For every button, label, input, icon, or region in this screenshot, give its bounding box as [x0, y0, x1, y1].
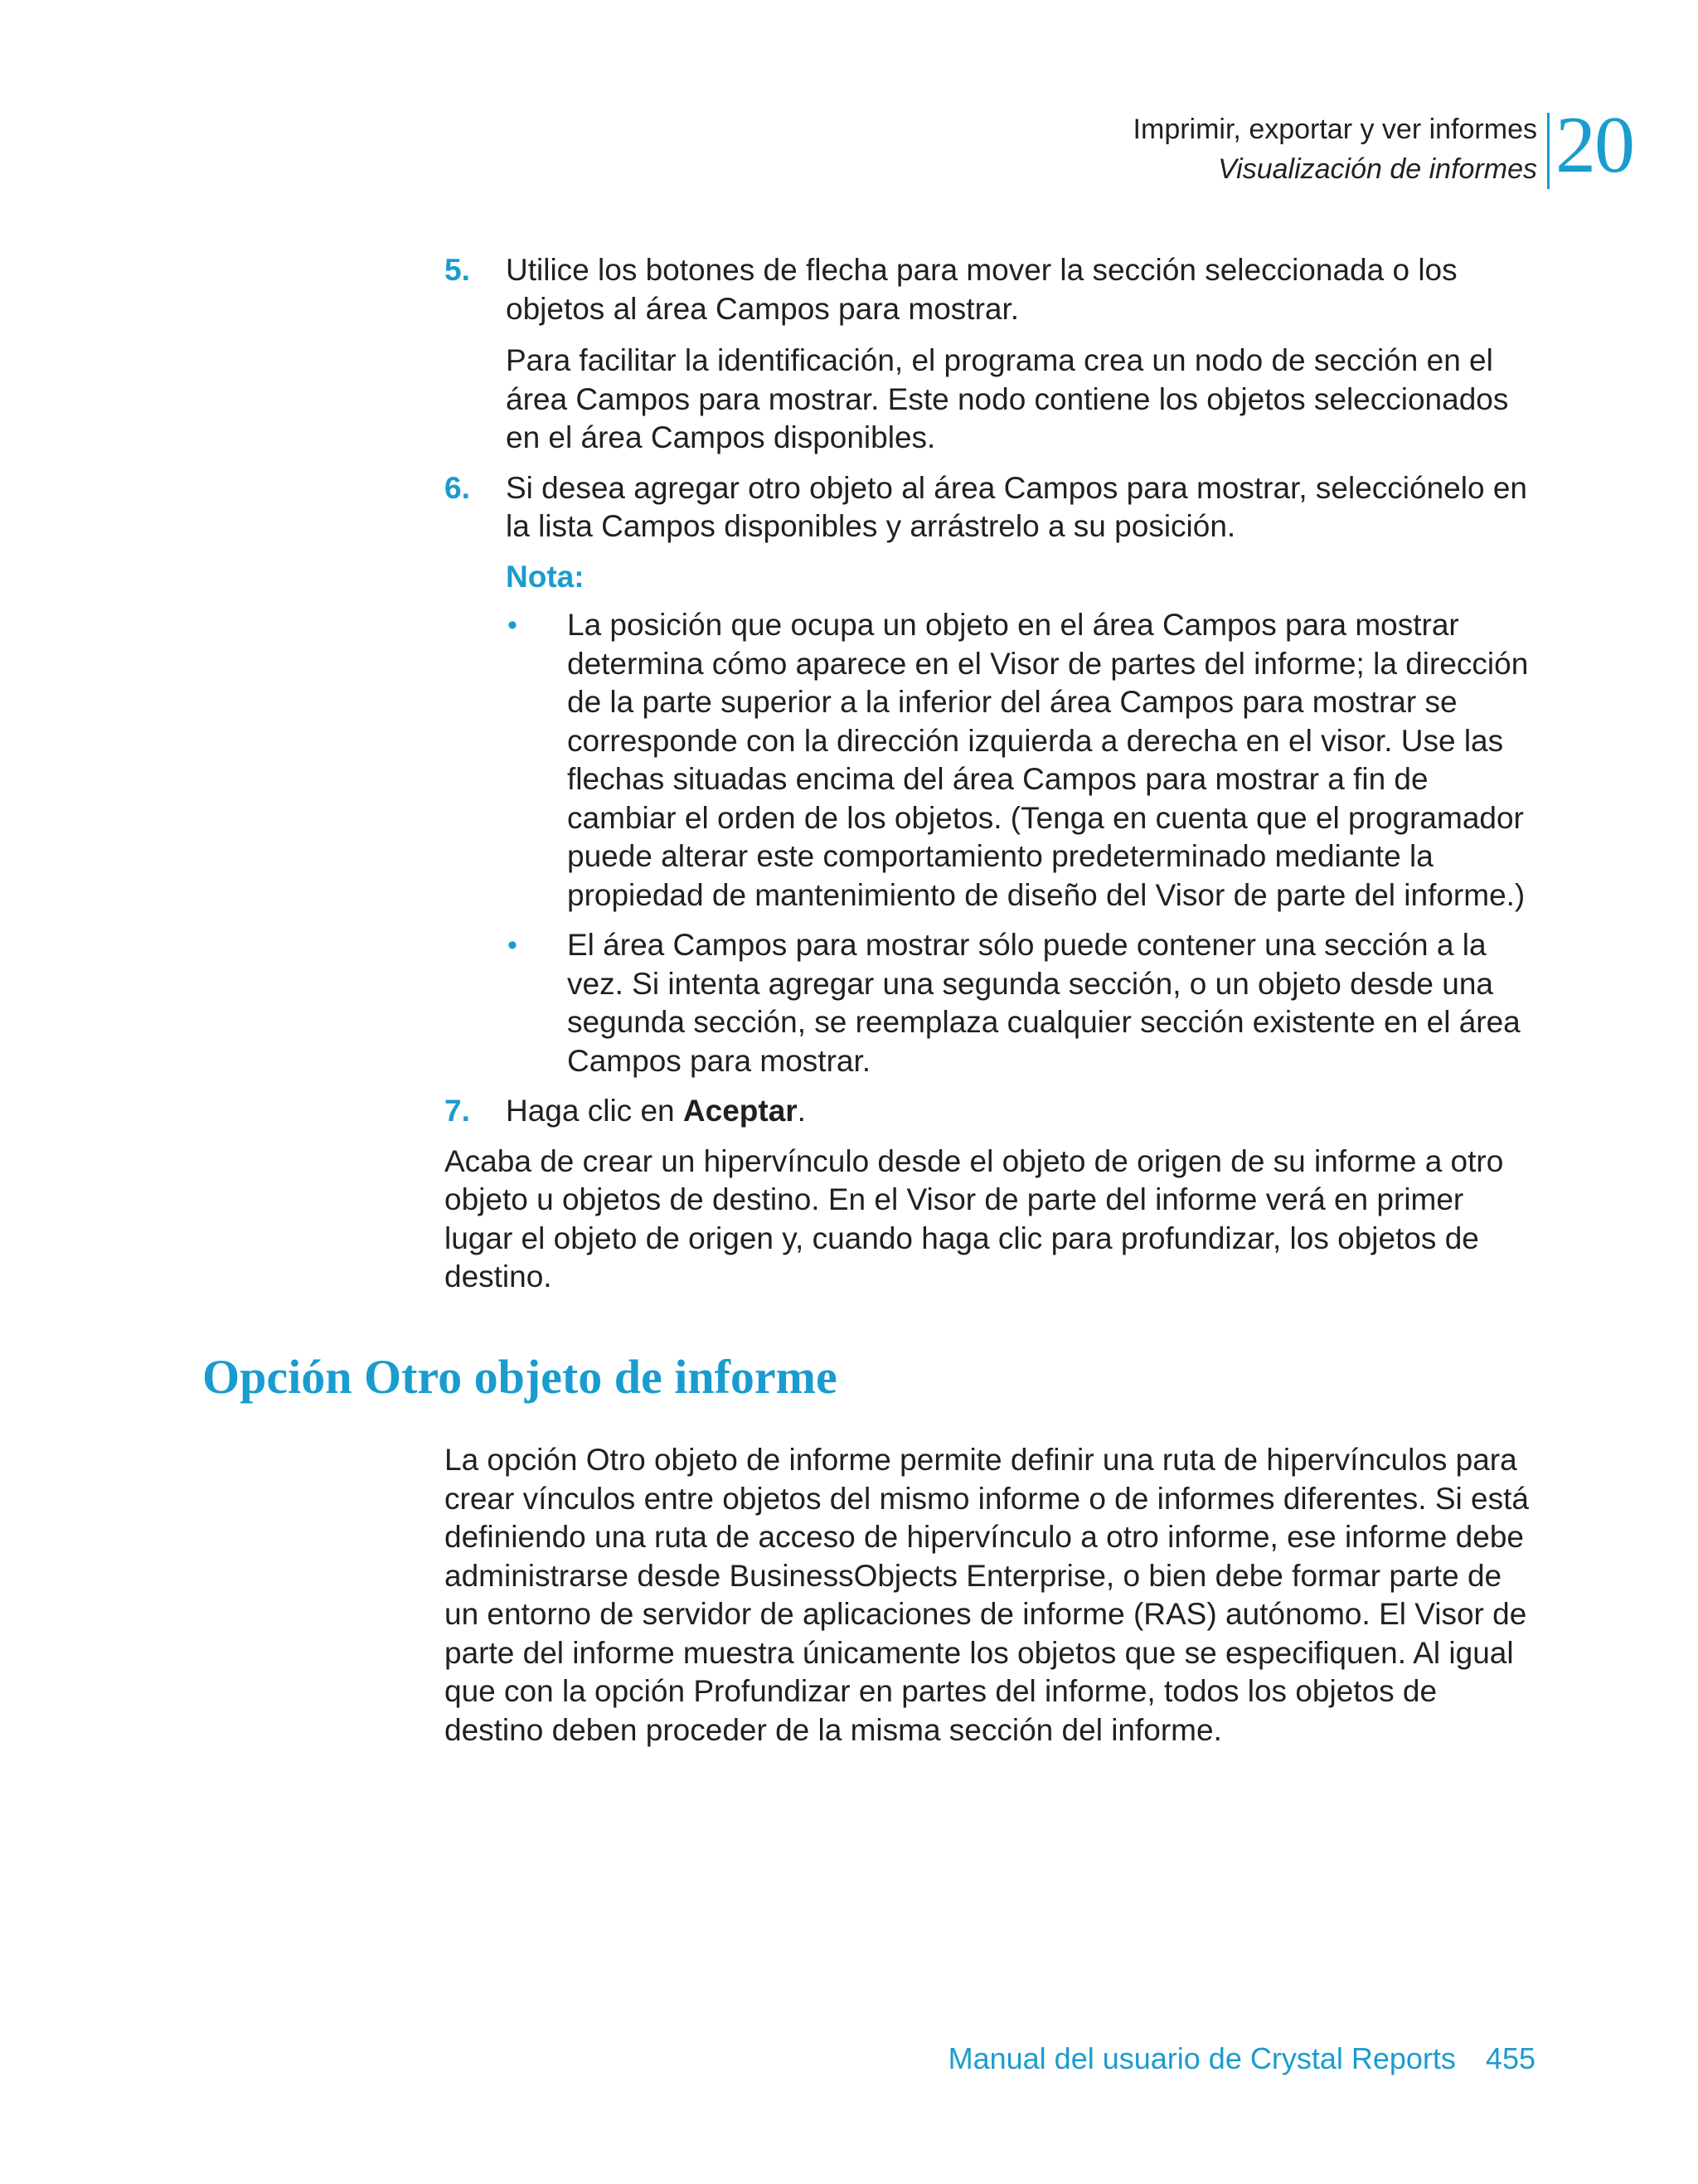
section-paragraph: La opción Otro objeto de informe permite definir una ruta de hipervínculos para crear vínculos entre objetos del mismo informe o de informes diferentes. Si está definiendo una ruta de acceso de hipervínculo a otro informe, ese informe debe administrarse desde BusinessObjects Enterprise, o bien debe formar parte de un entorno de servidor de aplicaciones de informe (RAS) autónomo. El Visor de parte del informe muestra únicamente los objetos que se especifiquen. Al igual que con la opción Profundizar en partes del informe, todos los objetos de destino deben proceder de la misma sección del informe.: [444, 1443, 1529, 1747]
header-divider: [1547, 113, 1550, 189]
accept-label: Aceptar: [682, 1094, 798, 1128]
step-number: 6.: [444, 470, 470, 505]
note-bullets: [506, 606, 1539, 1080]
list-item: [506, 926, 1539, 1080]
closing-paragraph: Acaba de crear un hipervínculo desde el objeto de origen de su informe a otro objeto u objetos de destino. En el Visor de parte del informe verá en primer lugar el objeto de origen y, cuando haga clic para profundizar, los objetos de destino.: [444, 1143, 1504, 1293]
step-text: Si desea agregar otro objeto al área Campos para mostrar, selecciónelo en la lista Campos disponibles y arrástrelo a su posición.: [506, 470, 1527, 543]
step-text: [506, 1092, 1539, 1131]
bullet-text: El área Campos para mostrar sólo puede contener una sección a la vez. Si intenta agregar una segunda sección, o un objeto desde una segunda sección, se reemplaza cualquier sección existente en el área Campos para mostrar.: [567, 928, 1521, 1078]
bullet-text: La posición que ocupa un objeto en el área Campos para mostrar determina cómo aparece en el Visor de partes del informe; la dirección de la parte superior a la inferior del área Campos para mostrar se corresponde con la dirección izquierda a derecha en el visor. Use las flechas situadas encima del área Campos para mostrar a fin de cambiar el orden de los objetos. (Tenga en cuenta que el programador puede alterar este comportamiento predeterminado mediante la propiedad de mantenimiento de diseño del Visor de parte del informe.): [567, 608, 1529, 912]
page-footer: [948, 2041, 1535, 2076]
step-subtext: Para facilitar la identificación, el programa crea un nodo de sección en el área Campos para mostrar. Este nodo contiene los objetos seleccionados en el área Campos disponibles.: [506, 343, 1509, 454]
note-label: Nota:: [506, 559, 585, 594]
section-body: [444, 1441, 1539, 1750]
page-number: 455: [1485, 2041, 1535, 2075]
step-text-part: Haga clic en: [506, 1094, 683, 1128]
header-section-title: Visualización de informes: [1218, 153, 1537, 185]
running-header: [1133, 109, 1537, 189]
step-text-part: .: [797, 1094, 806, 1128]
step-text: Utilice los botones de flecha para mover la sección seleccionada o los objetos al área Campos para mostrar.: [506, 253, 1458, 326]
list-item: [506, 606, 1539, 915]
section-heading: Opción Otro objeto de informe: [202, 1350, 837, 1404]
header-chapter-title: Imprimir, exportar y ver informes: [1133, 114, 1537, 145]
steps-block: [444, 251, 1539, 1297]
step-number: 5.: [444, 253, 470, 287]
bullet-icon: •: [507, 609, 517, 641]
bullet-icon: •: [507, 929, 517, 961]
step-number: 7.: [444, 1094, 470, 1128]
header-chapter-number: 20: [1555, 100, 1633, 190]
step-7: [444, 1092, 1539, 1131]
step-5: [444, 251, 1539, 458]
step-6: [444, 469, 1539, 546]
footer-book-title: Manual del usuario de Crystal Reports: [948, 2041, 1456, 2075]
